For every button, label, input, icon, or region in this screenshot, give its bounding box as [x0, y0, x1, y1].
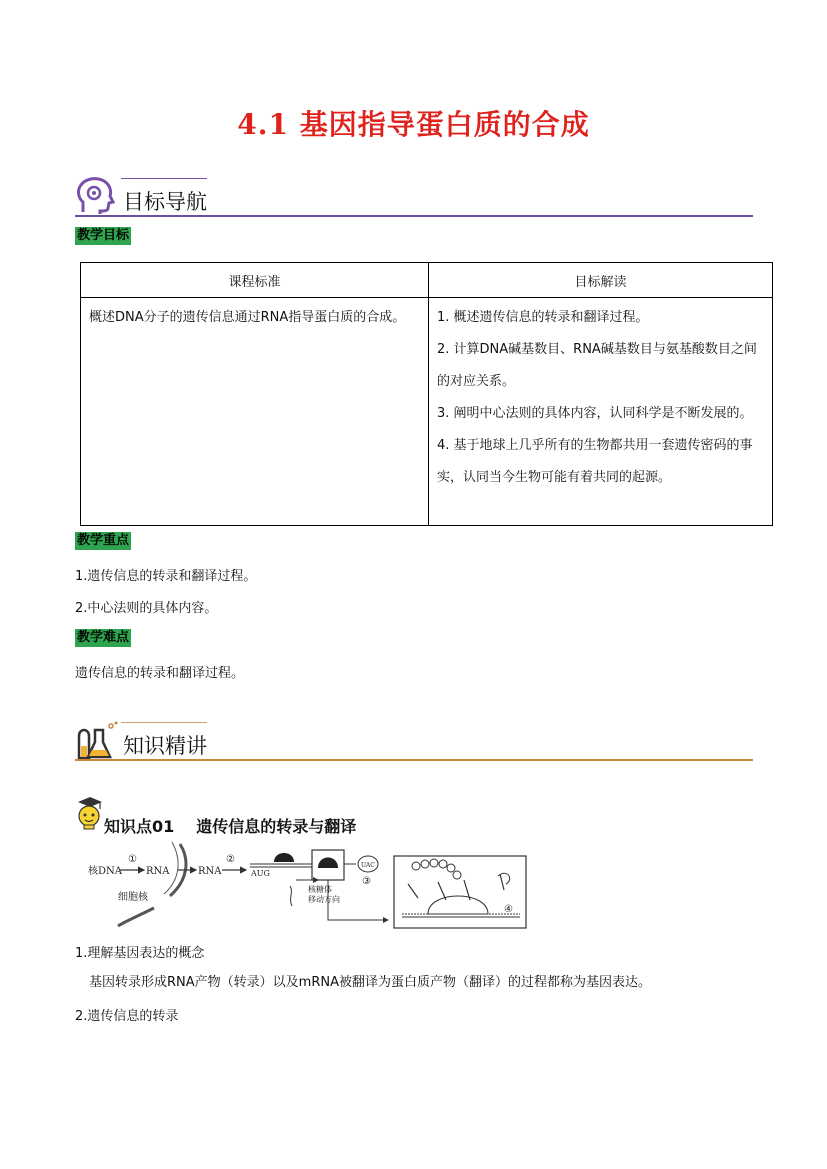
- goal-item: 3. 阐明中心法则的具体内容，认同科学是不断发展的。: [437, 406, 753, 421]
- knowledge-point-heading: [104, 814, 378, 837]
- tag-teaching-goal: 教学目标: [77, 228, 130, 243]
- transcription-translation-diagram: [88, 840, 533, 935]
- section-header-goals: [75, 176, 755, 218]
- key-point: 1.遗传信息的转录和翻译过程。: [75, 569, 257, 584]
- goal-table: [80, 262, 773, 526]
- paragraph-text: 基因转录形成RNA产物（转录）以及mRNA被翻译为蛋白质产物（翻译）的过程都称为基因表达。: [89, 975, 651, 990]
- section-heading: 知识精讲: [123, 734, 207, 758]
- difficult-point: 遗传信息的转录和翻译过程。: [75, 666, 245, 681]
- student-mascot-icon: [74, 796, 104, 830]
- key-point: 2.中心法则的具体内容。: [75, 601, 218, 616]
- section-header-knowledge: [75, 720, 755, 762]
- paragraph-heading: 1.理解基因表达的概念: [75, 946, 205, 961]
- goal-item: 4. 基于地球上几乎所有的生物都共用一套遗传密码的事实，认同当今生物可能有着共同的起源。: [437, 438, 753, 485]
- label-uac: UAC: [361, 862, 375, 869]
- section-heading: 目标导航: [123, 190, 207, 214]
- knowledge-point-title: 遗传信息的转录与翻译: [196, 817, 357, 836]
- label-rna-2: RNA: [198, 866, 222, 877]
- label-ribosome: 核糖体: [308, 885, 332, 894]
- goal-item: 1. 概述遗传信息的转录和翻译过程。: [437, 310, 649, 325]
- step-4-label: ④: [504, 904, 513, 915]
- table-header: 目标解读: [429, 263, 773, 298]
- paragraph-heading: 2.遗传信息的转录: [75, 1009, 179, 1024]
- tag-difficult-points: 教学难点: [77, 630, 130, 645]
- lab-flask-icon: [75, 720, 119, 762]
- step-3-label: ③: [362, 876, 371, 887]
- interpretation-cell: [429, 298, 773, 526]
- table-header: 课程标准: [81, 263, 429, 298]
- label-direction: 移动方向: [308, 895, 340, 904]
- step-2-label: ②: [226, 854, 235, 865]
- page-title: 4.1 基因指导蛋白质的合成: [237, 108, 590, 141]
- brain-head-icon: [75, 176, 115, 216]
- step-1-label: ①: [128, 854, 137, 865]
- label-nucleus: 细胞核: [118, 892, 148, 903]
- tag-key-points: 教学重点: [77, 533, 130, 548]
- standard-cell: 概述DNA分子的遗传信息通过RNA指导蛋白质的合成。: [81, 298, 429, 526]
- knowledge-point-label: 知识点01: [104, 817, 175, 836]
- label-dna: 核DNA: [88, 866, 122, 877]
- label-aug: AUG: [251, 869, 270, 878]
- goal-item: 2. 计算DNA碱基数目、RNA碱基数目与氨基酸数目之间的对应关系。: [437, 342, 757, 389]
- label-rna-1: RNA: [146, 866, 170, 877]
